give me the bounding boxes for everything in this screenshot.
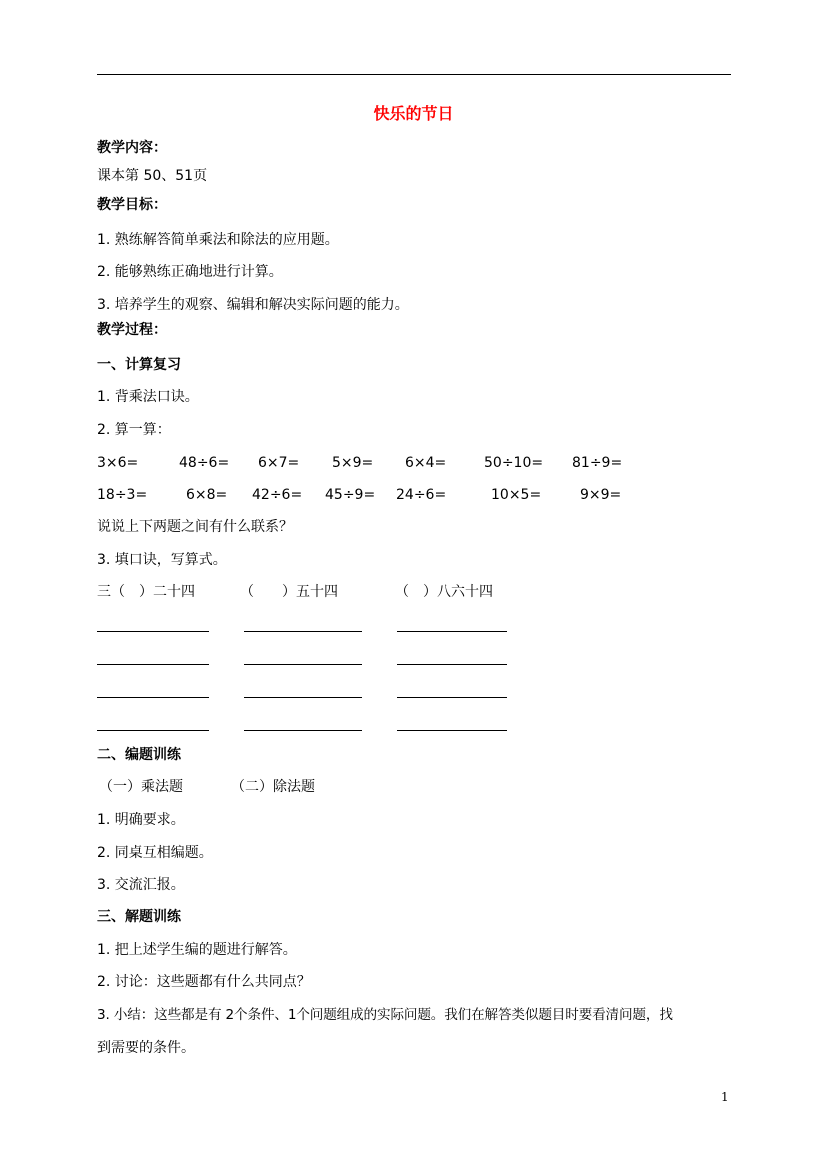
- goal-item: 1. 熟练解答简单乘法和除法的应用题。: [97, 232, 339, 248]
- header-rule: [97, 74, 731, 75]
- section-content-label: 教学内容：: [97, 140, 167, 156]
- part2-item: 1. 明确要求。: [97, 812, 185, 828]
- content-line: 课本第 50、51页: [97, 168, 208, 184]
- part1-heading: 一、计算复习: [97, 357, 181, 373]
- answer-blank[interactable]: [97, 664, 209, 665]
- calc-cell: 48÷6=: [179, 455, 230, 471]
- answer-blank[interactable]: [244, 664, 362, 665]
- part3-item-continued: 到需要的条件。: [97, 1040, 195, 1056]
- answer-blank[interactable]: [397, 631, 507, 632]
- answer-blank[interactable]: [244, 697, 362, 698]
- part2-heading: 二、编题训练: [97, 747, 181, 763]
- part3-item: 2. 讨论：这些题都有什么共同点？: [97, 974, 311, 990]
- calc-cell: 6×7=: [258, 455, 300, 471]
- page-title: 快乐的节日: [373, 104, 454, 123]
- part3-item: 3. 小结：这些都是有 2个条件、1个问题组成的实际问题。我们在解答类似题目时要看清问题，找: [97, 1007, 673, 1023]
- goal-item: 3. 培养学生的观察、编辑和解决实际问题的能力。: [97, 297, 409, 313]
- part1-item: 1. 背乘法口诀。: [97, 389, 199, 405]
- calc-cell: 45÷9=: [325, 487, 376, 503]
- goal-item: 2. 能够熟练正确地进行计算。: [97, 264, 283, 280]
- answer-blank[interactable]: [244, 631, 362, 632]
- calc-cell: 5×9=: [332, 455, 374, 471]
- calc-cell: 6×8=: [186, 487, 228, 503]
- section-process-label: 教学过程：: [97, 322, 167, 338]
- answer-blank[interactable]: [97, 730, 209, 731]
- part1-item: 2. 算一算：: [97, 422, 171, 438]
- page-number: 1: [721, 1090, 729, 1104]
- answer-blank[interactable]: [397, 697, 507, 698]
- calc-cell: 42÷6=: [252, 487, 303, 503]
- fill-prompt: （ ）五十四: [240, 584, 338, 600]
- fill-prompt: （ ）八六十四: [395, 584, 493, 600]
- calc-cell: 9×9=: [580, 487, 622, 503]
- relation-question: 说说上下两题之间有什么联系？: [97, 519, 293, 535]
- answer-blank[interactable]: [397, 664, 507, 665]
- problem-type: （二）除法题: [231, 779, 315, 795]
- part2-item: 3. 交流汇报。: [97, 877, 185, 893]
- calc-cell: 18÷3=: [97, 487, 148, 503]
- calc-cell: 24÷6=: [396, 487, 447, 503]
- answer-blank[interactable]: [97, 631, 209, 632]
- answer-blank[interactable]: [397, 730, 507, 731]
- calc-cell: 6×4=: [405, 455, 447, 471]
- section-goals-label: 教学目标：: [97, 197, 167, 213]
- calc-cell: 81÷9=: [572, 455, 623, 471]
- part2-item: 2. 同桌互相编题。: [97, 845, 213, 861]
- part1-item: 3. 填口诀，写算式。: [97, 552, 227, 568]
- calc-cell: 50÷10=: [484, 455, 544, 471]
- part3-item: 1. 把上述学生编的题进行解答。: [97, 942, 297, 958]
- calc-cell: 10×5=: [491, 487, 542, 503]
- fill-prompt: 三（ ）二十四: [97, 584, 195, 600]
- answer-blank[interactable]: [97, 697, 209, 698]
- calc-cell: 3×6=: [97, 455, 139, 471]
- answer-blank[interactable]: [244, 730, 362, 731]
- part3-heading: 三、解题训练: [97, 909, 181, 925]
- problem-type: （一）乘法题: [99, 779, 183, 795]
